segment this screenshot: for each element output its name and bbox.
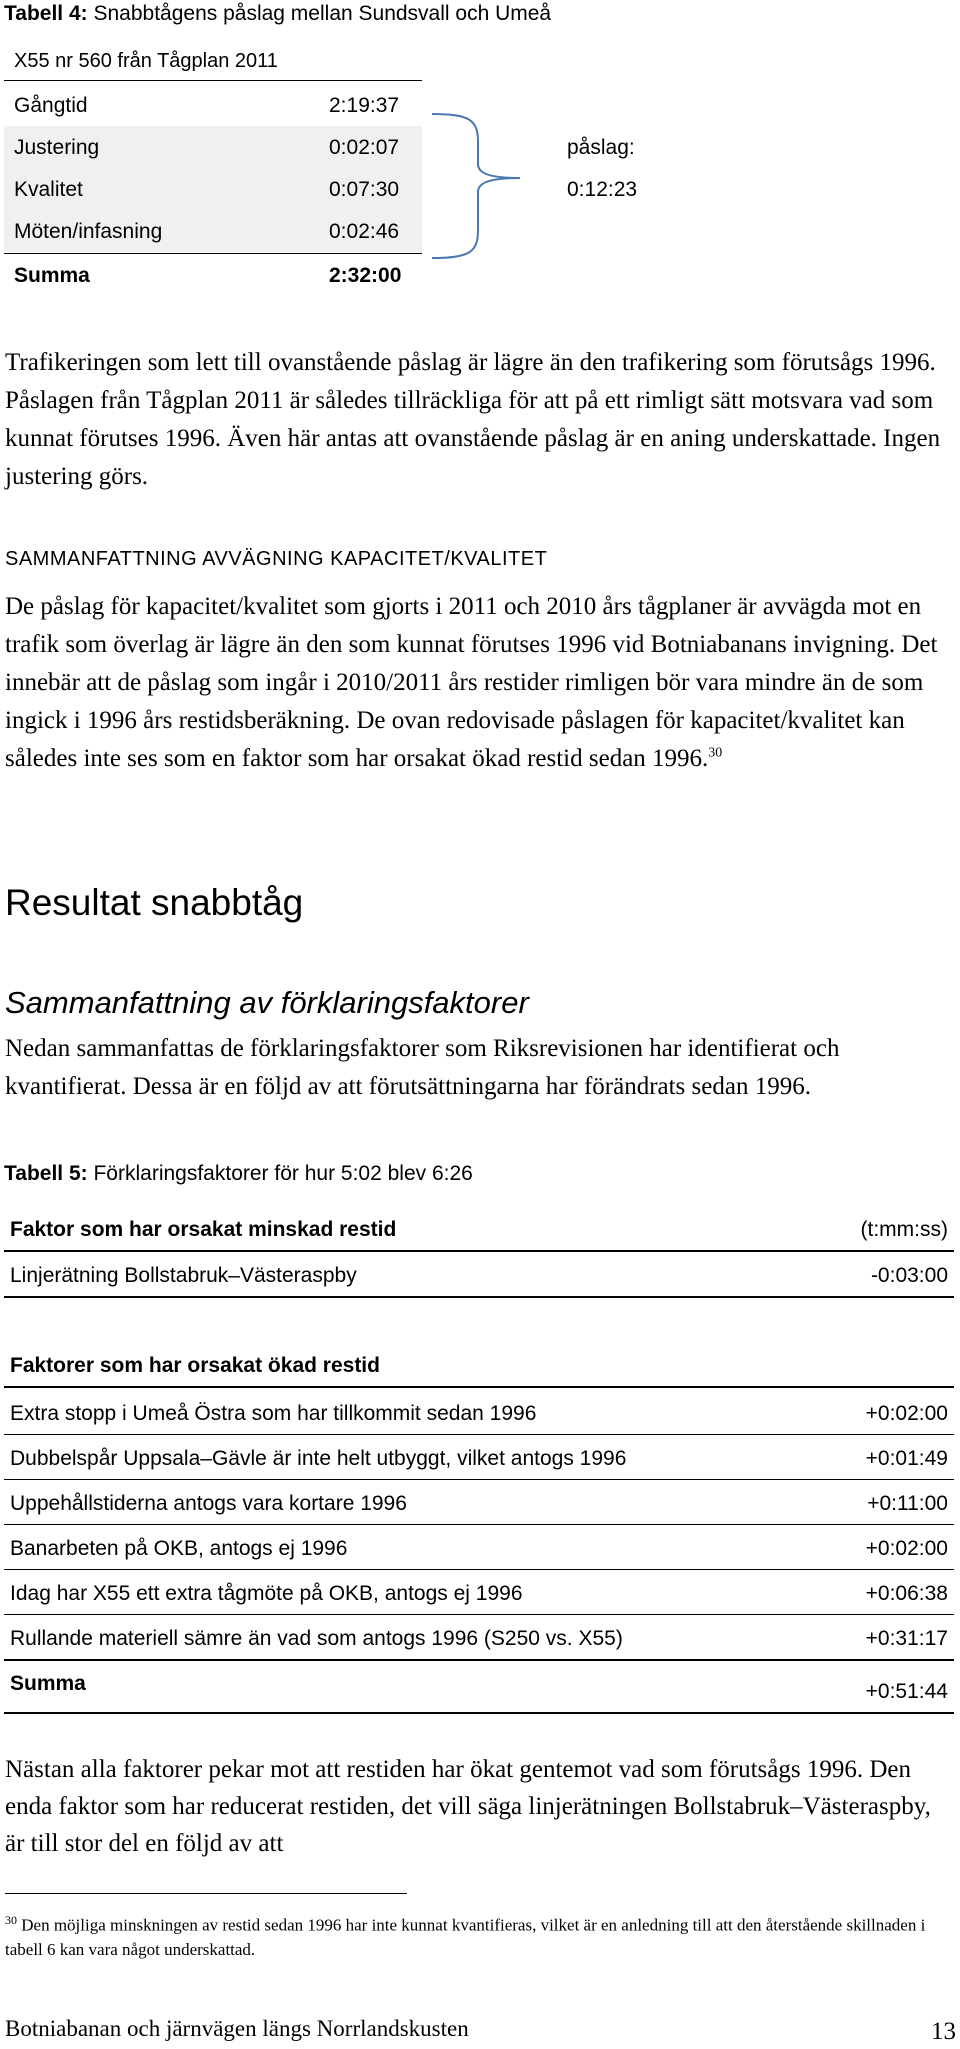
- row-value: -0:03:00: [870, 1264, 948, 1287]
- decrease-header-label: Faktor som har orsakat minskad restid: [10, 1218, 397, 1241]
- table5-rule: [4, 1296, 954, 1298]
- paragraph-text: De påslag för kapacitet/kvalitet som gjorts i 2011 och 2010 års tågplaner är avvägda mot en trafik som överlag är lägre än den som kunnat förutses 1996 vid Botniabanans invigning. Det innebär att de påslag som ingår i 2010/2011 års restider rimligen bör vara mindre än de som ingick i 1996 års restidsberäkning. De ovan redovisade påslagen för kapacitet/kvalitet kan således inte ses som en faktor som har orsakat ökad restid sedan 1996.: [5, 593, 938, 772]
- page-footer: Botniabanan och järnvägen längs Norrlandskusten: [5, 2016, 469, 2041]
- row-label: Rullande materiell sämre än vad som antogs 1996 (S250 vs. X55): [10, 1627, 623, 1650]
- section-heading-text: SAMMANFATTNING AVVÄGNING KAPACITET/KVALITET: [5, 548, 548, 570]
- page-number: 13: [931, 2018, 956, 2045]
- table-row: [4, 1480, 954, 1524]
- footnote-rule: [5, 1893, 407, 1894]
- row-value: +0:11:00: [867, 1492, 948, 1515]
- heading-resultat: Resultat snabbtåg: [5, 882, 304, 923]
- row-value: 0:02:46: [329, 220, 400, 243]
- row-value: 2:19:37: [329, 94, 400, 117]
- unit-header: (t:mm:ss): [860, 1218, 948, 1241]
- row-label: Summa: [10, 1672, 86, 1695]
- row-label: Gångtid: [14, 94, 88, 117]
- row-label: Uppehållstiderna antogs vara kortare 1996: [10, 1492, 407, 1515]
- paragraph: Nästan alla faktorer pekar mot att restiden har ökat gentemot vad som förutsågs 1996. Den enda faktor som har reducerat restiden, det vill säga linjerätningen Bollstabruk–Västeraspby, är till stor del en följd av att: [5, 1756, 931, 1857]
- heading-sammanfattning: Sammanfattning av förklaringsfaktorer: [5, 985, 529, 1020]
- table-row: [4, 1615, 954, 1659]
- table-row: [4, 1252, 954, 1296]
- table5-increase-header: [4, 1342, 954, 1386]
- footnote: [5, 1908, 955, 1962]
- table-row: [4, 1570, 954, 1614]
- table-row: [4, 168, 422, 210]
- table5-rule: [4, 1386, 954, 1388]
- row-value: 0:07:30: [329, 178, 400, 201]
- table4-caption-text: Snabbtågens påslag mellan Sundsvall och Umeå: [93, 2, 552, 25]
- table-row: [4, 1390, 954, 1434]
- paragraph: Trafikeringen som lett till ovanstående påslag är lägre än den trafikering som förutsågs 1996. Påslagen från Tågplan 2011 är således tillräckliga för att på ett rimligt sätt motsvara vad som kunnat förutses 1996. Även här antas att ovanstående påslag är en aning underskattade. Ingen justering görs.: [5, 349, 941, 490]
- section-heading: [5, 548, 547, 571]
- table-row: [4, 126, 422, 168]
- table-row: [4, 1525, 954, 1569]
- footnote-text: Den möjliga minskningen av restid sedan 1996 har inte kunnat kvantifieras, vilket är en anledning till att den återstående skillnaden i tabell 6 kan vara något underskattad.: [5, 1915, 926, 1959]
- table5-caption-prefix: Tabell 5:: [4, 1162, 88, 1185]
- row-value: +0:51:44: [865, 1680, 948, 1703]
- row-label: Dubbelspår Uppsala–Gävle är inte helt utbyggt, vilket antogs 1996: [10, 1447, 627, 1470]
- table-row-sum: [4, 254, 422, 296]
- paslag-label: påslag:: [567, 136, 635, 159]
- table5-rule: [4, 1712, 954, 1714]
- table5-caption: [4, 1162, 473, 1186]
- paslag-value: 0:12:23: [567, 178, 638, 201]
- row-label: Linjerätning Bollstabruk–Västeraspby: [10, 1264, 357, 1287]
- increase-header-label: Faktorer som har orsakat ökad restid: [10, 1354, 380, 1377]
- row-label: Banarbeten på OKB, antogs ej 1996: [10, 1537, 348, 1560]
- row-label: Extra stopp i Umeå Östra som har tillkommit sedan 1996: [10, 1402, 537, 1425]
- row-label: Idag har X55 ett extra tågmöte på OKB, antogs ej 1996: [10, 1582, 523, 1605]
- table4-header: X55 nr 560 från Tågplan 2011: [14, 50, 278, 72]
- table4-caption: [4, 2, 551, 26]
- paragraph: [5, 588, 955, 778]
- row-value: +0:31:17: [865, 1627, 948, 1650]
- table-row: [4, 1435, 954, 1479]
- footnote-number: 30: [5, 1913, 17, 1927]
- row-value: +0:06:38: [865, 1582, 948, 1605]
- row-value: +0:02:00: [865, 1402, 948, 1425]
- table-row: [4, 84, 422, 126]
- table4-caption-prefix: Tabell 4:: [4, 2, 88, 25]
- table4-header-rule: [4, 80, 422, 81]
- row-value: 2:32:00: [329, 264, 402, 287]
- row-label: Justering: [14, 136, 100, 159]
- table-row-sum: [4, 1660, 954, 1704]
- brace-icon: [430, 112, 540, 262]
- row-value: +0:01:49: [865, 1447, 948, 1470]
- footnote-ref: 30: [708, 745, 723, 761]
- row-label: Kvalitet: [14, 178, 83, 201]
- paragraph: Nedan sammanfattas de förklaringsfaktorer som Riksrevisionen har identifierat och kvantifierat. Dessa är en följd av att förutsättningarna har förändrats sedan 1996.: [5, 1035, 840, 1100]
- table5-caption-text: Förklaringsfaktorer för hur 5:02 blev 6:26: [93, 1162, 473, 1185]
- row-value: 0:02:07: [329, 136, 400, 159]
- table5-decrease-header: [4, 1206, 954, 1250]
- row-value: +0:02:00: [865, 1537, 948, 1560]
- row-label: Möten/infasning: [14, 220, 163, 243]
- table-row: [4, 210, 422, 252]
- row-label: Summa: [14, 264, 90, 287]
